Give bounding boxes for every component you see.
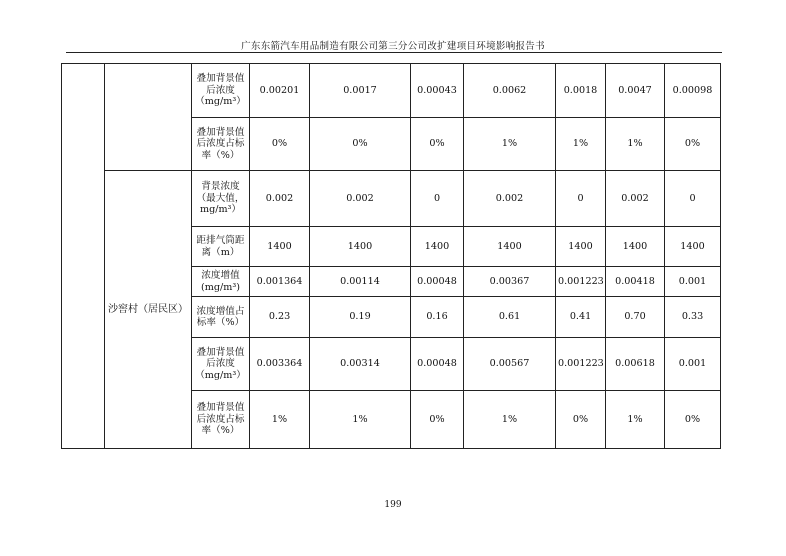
table-cell: 0.0062: [464, 64, 556, 118]
table-cell: 0.002: [464, 171, 556, 227]
table-cell: 1%: [606, 391, 665, 449]
table-cell: 0.001223: [556, 338, 606, 391]
table-cell: 1%: [310, 391, 411, 449]
table-cell: 0.16: [411, 297, 464, 338]
table-cell: 0.002: [250, 171, 310, 227]
table-cell: 0.70: [606, 297, 665, 338]
table-row: [62, 64, 721, 118]
table-cell: 1400: [606, 227, 665, 267]
table-cell: 1%: [250, 391, 310, 449]
table-cell: 0.002: [606, 171, 665, 227]
table-cell: 0%: [556, 391, 606, 449]
table-cell: 0.00201: [250, 64, 310, 118]
table-cell: 1%: [464, 391, 556, 449]
table-cell: 1400: [464, 227, 556, 267]
row-label: 距排气筒距离（m）: [192, 227, 250, 267]
page-number: 199: [384, 500, 402, 510]
table-cell: 0.001364: [250, 267, 310, 297]
row-label: 叠加背景值后浓度占标率（%）: [192, 391, 250, 449]
table-cell: 0.00048: [411, 267, 464, 297]
table-cell: 0.002: [310, 171, 411, 227]
table-cell: 0.0047: [606, 64, 665, 118]
table-cell: 1400: [310, 227, 411, 267]
table-cell: 0%: [411, 118, 464, 171]
table-cell: 1400: [665, 227, 721, 267]
table-cell: 0.00098: [665, 64, 721, 118]
table-cell: 0%: [665, 118, 721, 171]
outer-group-cell: [62, 64, 105, 449]
table-cell: 1400: [250, 227, 310, 267]
table-body: [62, 64, 721, 449]
table-cell: 0.001: [665, 267, 721, 297]
table-cell: 0%: [310, 118, 411, 171]
table-cell: 0.00043: [411, 64, 464, 118]
table-cell: 0.00114: [310, 267, 411, 297]
page-header-title: 广东东箭汽车用品制造有限公司第三分公司改扩建项目环境影响报告书: [241, 41, 545, 52]
row-label: 浓度增值占标率（%）: [192, 297, 250, 338]
table-cell: 0: [556, 171, 606, 227]
table-cell: 0.41: [556, 297, 606, 338]
table-cell: 0.00567: [464, 338, 556, 391]
row-label: 叠加背景值后浓度占标率（%）: [192, 118, 250, 171]
table-cell: 0: [411, 171, 464, 227]
table-cell: 0.00618: [606, 338, 665, 391]
row-label: 叠加背景值后浓度（mg/m³）: [192, 338, 250, 391]
table-cell: 0.00367: [464, 267, 556, 297]
table-cell: 0%: [665, 391, 721, 449]
table-cell: 1400: [556, 227, 606, 267]
table-cell: 0: [665, 171, 721, 227]
row-label: 叠加背景值后浓度（mg/m³）: [192, 64, 250, 118]
table-cell: 1%: [556, 118, 606, 171]
row-label: 浓度增值(mg/m³): [192, 267, 250, 297]
table-cell: 0.23: [250, 297, 310, 338]
table-cell: 0.00314: [310, 338, 411, 391]
table-cell: 1400: [411, 227, 464, 267]
previous-location-cell: [105, 64, 192, 171]
table-cell: 0.61: [464, 297, 556, 338]
table-cell: 0.33: [665, 297, 721, 338]
table-cell: 0.001223: [556, 267, 606, 297]
row-label: 背景浓度（最大值，mg/m³）: [192, 171, 250, 227]
table-cell: 0.0017: [310, 64, 411, 118]
table-cell: 1%: [464, 118, 556, 171]
table-cell: 1%: [606, 118, 665, 171]
table-cell: 0.0018: [556, 64, 606, 118]
location-cell: 沙窖村（居民区）: [105, 171, 192, 449]
table-cell: 0%: [411, 391, 464, 449]
table-cell: 0.00048: [411, 338, 464, 391]
table-cell: 0.001: [665, 338, 721, 391]
table-cell: 0%: [250, 118, 310, 171]
table-row: [62, 171, 721, 227]
concentration-table: [61, 63, 721, 449]
table-cell: 0.00418: [606, 267, 665, 297]
header-rule: [66, 52, 722, 53]
table-cell: 0.003364: [250, 338, 310, 391]
table-cell: 0.19: [310, 297, 411, 338]
